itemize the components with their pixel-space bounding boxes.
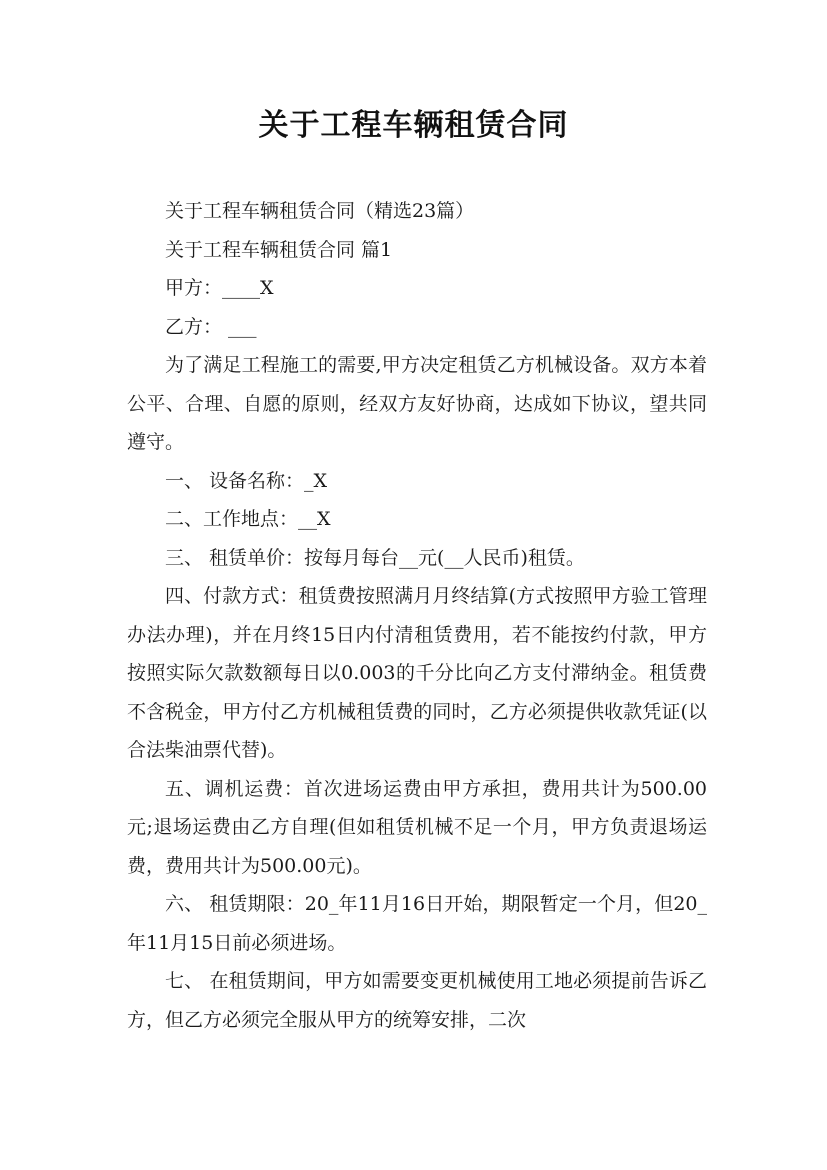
- clause-site-change: 七、 在租赁期间，甲方如需要变更机械使用工地必须提前告诉乙方，但乙方必须完全服从甲方的统筹安排，二次: [127, 970, 707, 1031]
- party-a-line: 甲方：____X: [165, 277, 274, 299]
- intro-paragraph: 为了满足工程施工的需要,甲方决定租赁乙方机械设备。双方本着公平、合理、自愿的原则，经双方友好协商，达成如下协议，望共同遵守。: [127, 354, 707, 453]
- clause-unit-price: 三、 租赁单价：按每月每台__元(__人民币)租赁。: [165, 546, 585, 569]
- clause-lease-term: 六、 租赁期限：20_年11月16日开始，期限暂定一个月，但20_年11月15日前必须进场。: [127, 893, 707, 954]
- clause-payment-method: 四、付款方式：租赁费按照满月月终结算(方式按照甲方验工管理办法办理)，并在月终15日内付清租赁费用，若不能按约付款，甲方按照实际欠款数额每日以0.003的千分比向乙方支付滞纳金。租赁费不含税金，甲方付乙方机械租赁费的同时，乙方必须提供收款凭证(以合法柴油票代替)。: [127, 585, 707, 761]
- clause-transport-fee: 五、调机运费：首次进场运费由甲方承担，费用共计为500.00元;退场运费由乙方自理(但如租赁机械不足一个月，甲方负责退场运费，费用共计为500.00元)。: [127, 777, 707, 877]
- subtitle-line: 关于工程车辆租赁合同（精选23篇）: [165, 200, 475, 222]
- clause-equipment-name: 一、 设备名称：_X: [165, 469, 328, 492]
- document-body: [127, 192, 707, 1039]
- section-heading: 关于工程车辆租赁合同 篇1: [165, 238, 393, 261]
- document-title: 关于工程车辆租赁合同: [258, 108, 569, 143]
- party-b-line: 乙方： ___: [165, 315, 257, 338]
- clause-work-location: 二、工作地点：__X: [165, 508, 331, 530]
